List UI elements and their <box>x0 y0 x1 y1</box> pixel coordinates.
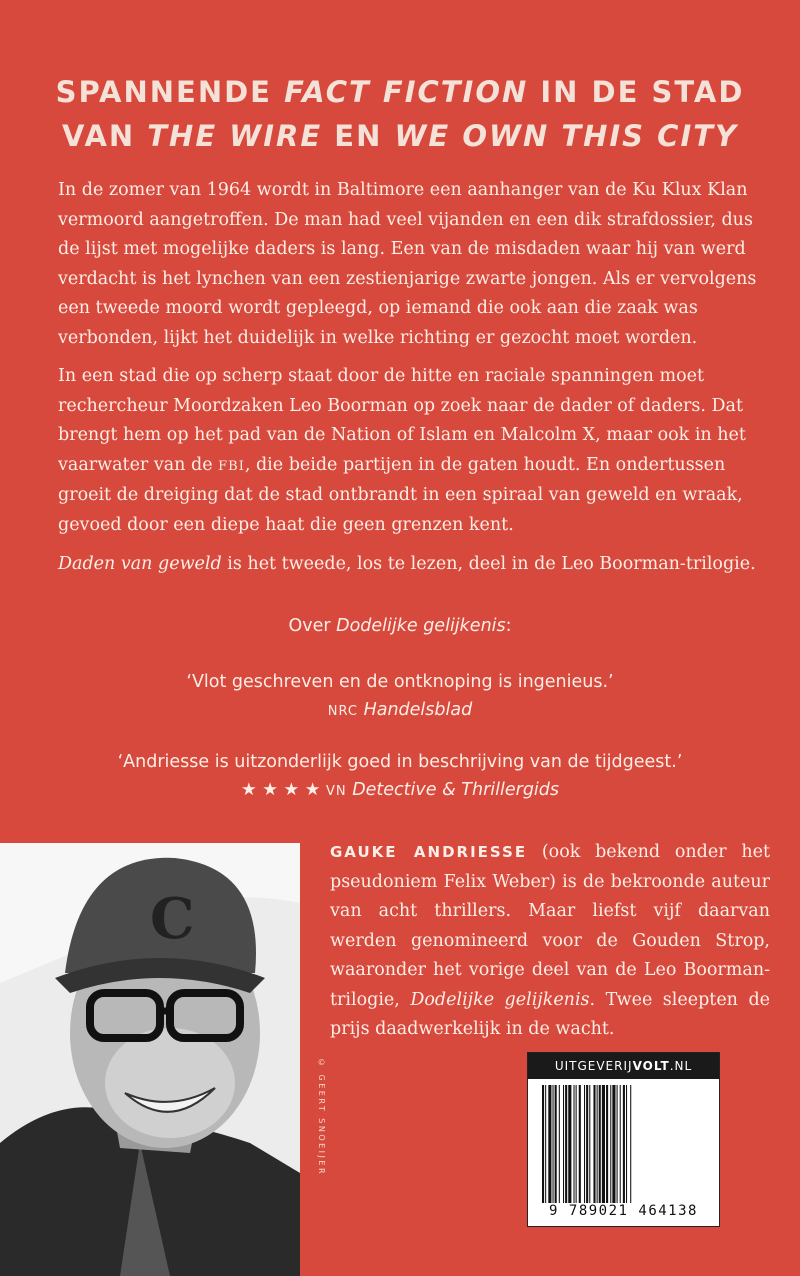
author-name: GAUKE ANDRIESSE <box>330 843 528 861</box>
review-quote-1 <box>0 668 800 726</box>
headline <box>0 70 800 158</box>
quote-text: ‘Andriesse is uitzonderlijk goed in beschrijving van de tijdgeest.’ <box>117 752 683 772</box>
blurb-paragraph-1: In de zomer van 1964 wordt in Baltimore een aanhanger van de Ku Klux Klan vermoord aangetroffen. De man had veel vijanden en een dik strafdossier, dus de lijst met mogelijke daders is lang. Een van de misdaden waar hij van werd verdacht is het lynchen van een zestienjarige zwarte jongen. Als er vervolgens een tweede moord wordt gepleegd, op iemand die ook aan die zaak was verbonden, lijkt het duidelijk in welke richting er gezocht moet worden. <box>58 180 757 348</box>
author-bio: GAUKE ANDRIESSE (ook bekend onder het pseudoniem Felix Weber) is de bekroonde auteur van acht thrillers. Maar liefst vijf daarvan werden genomineerd voor de Gouden Strop, waaronder het vorige deel van de Leo Boorman-trilogie, Dodelijke gelijkenis. Twee sleepten de prijs daadwerkelijk in de wacht. <box>330 842 770 1039</box>
blurb-paragraph-3: Daden van geweld is het tweede, los te lezen, deel in de Leo Boorman-trilogie. <box>58 554 756 574</box>
blurb-paragraph-2: In een stad die op scherp staat door de hitte en raciale spanningen moet rechercheur Moordzaken Leo Boorman op zoek naar de dader of daders. Dat brengt hem op het pad van de Nation of Islam en Malcolm X, maar ook in het vaarwater van de FBI, die beide partijen in de gaten houdt. En ondertussen groeit de dreiging dat de stad ontbrandt in een spiraal van geweld en wraak, gevoed door een diepe haat die geen grenzen kent. <box>58 366 746 535</box>
star-rating: ★ ★ ★ ★ <box>240 780 321 800</box>
quote-text: ‘Vlot geschreven en de ontknoping is ingenieus.’ <box>186 672 614 692</box>
headline-line-1: SPANNENDE FACT FICTION IN DE STAD <box>55 75 745 109</box>
review-quote-2 <box>0 748 800 806</box>
quote-source: NRC Handelsblad <box>327 700 473 720</box>
headline-line-2: VAN THE WIRE EN WE OWN THIS CITY <box>61 119 739 153</box>
author-photo <box>0 843 300 1276</box>
barcode-bars-icon <box>542 1085 708 1203</box>
isbn-number: 9 789021 464138 <box>549 1203 698 1219</box>
review-heading: Over Dodelijke gelijkenis: <box>288 616 512 636</box>
publisher-label: UITGEVERIJVOLT.NL <box>528 1053 719 1079</box>
cap-logo-icon: C <box>150 886 195 952</box>
photo-credit: © GEERT SNOEIJER <box>317 1058 326 1177</box>
barcode <box>527 1052 720 1227</box>
quote-source: ★ ★ ★ ★ VN Detective & Thrillergids <box>240 780 560 800</box>
book-title: Daden van geweld <box>58 554 222 574</box>
fbi-abbreviation: FBI <box>218 458 245 474</box>
